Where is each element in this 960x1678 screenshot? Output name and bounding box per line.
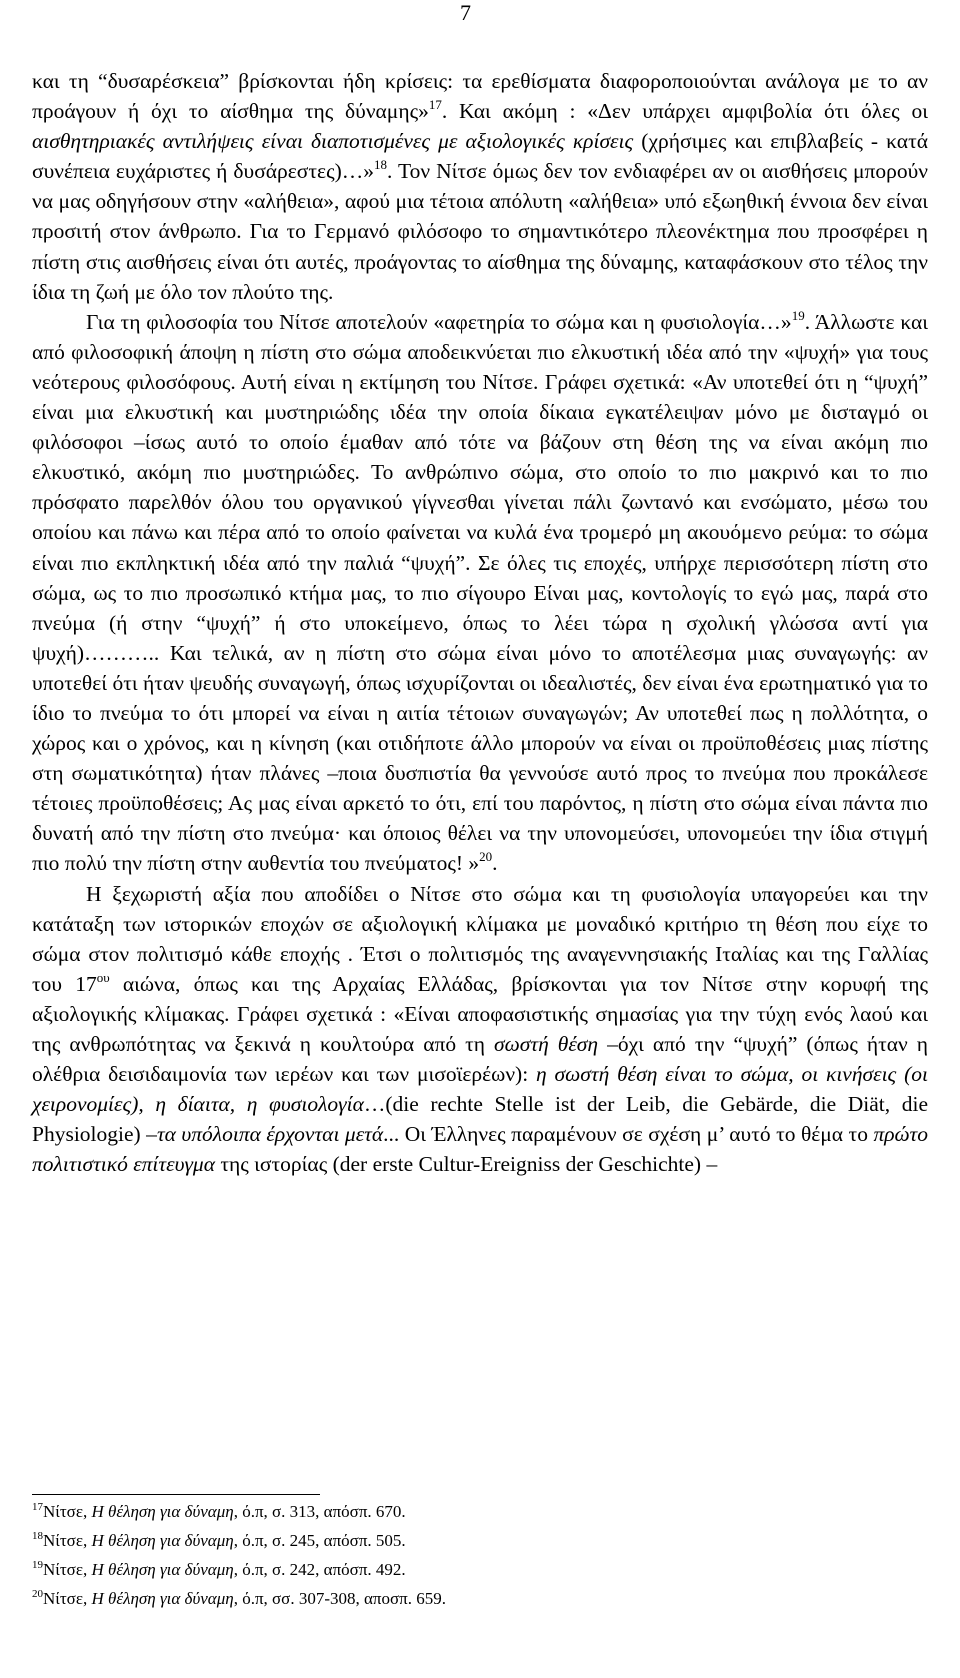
footnote-citation: , ό.π, σσ. 307-308, αποσπ. 659. (233, 1589, 446, 1608)
text-run: και τη “δυσαρέσκεια” βρίσκονται ήδη κρίσεις: τα ερεθίσματα διαφοροποιούνται ανάλογα με το αν προάγουν ή όχι το αίσθημα της δύναμης» (32, 69, 928, 124)
text-run: …(die rechte Stelle ist der Leib, die Gebärde, die Diät, die Physiologie) – (32, 1092, 928, 1147)
footnote-number: 19 (32, 1559, 43, 1571)
italic-text: σωστή θέση (494, 1032, 599, 1056)
footnote-17 (32, 1497, 928, 1526)
footnote-citation: , ό.π, σ. 245, απόσπ. 505. (233, 1531, 406, 1550)
text-run: . Τον Νίτσε όμως δεν τον ενδιαφέρει αν οι αισθήσεις μπορούν να μας οδηγήσουν στην «αλήθεια», αφού μια τέτοια απόλυτη «αλήθεια» υπό εξωηθική έννοια δεν είναι προσιτή στον άνθρωπο. Για το Γερμανό φιλόσοφο το σημαντικότερο πλεονέκτημα που προσφέρει η πίστη στις αισθήσεις είναι ότι αυτές, προάγοντας το αίσθημα της δύναμης, καταφάσκουν στο τέλος την ίδια τη ζωή με όλο τον πλούτο της. (32, 159, 928, 304)
footnote-title: Η θέληση για δύναμη (91, 1560, 234, 1579)
footnote-18 (32, 1526, 928, 1555)
paragraph-1 (32, 66, 928, 307)
footnote-author: Νίτσε, (43, 1560, 92, 1579)
text-run: της ιστορίας (der erste Cultur-Ereigniss der Geschichte) – (215, 1152, 718, 1177)
footnote-ref-18[interactable]: 18 (374, 157, 387, 173)
footnote-number: 18 (32, 1530, 43, 1542)
italic-text: η σωστή θέση είναι το σώμα, οι κινήσεις (οι χειρονομίες), η δίαιτα, η φυσιολογία (32, 1062, 928, 1117)
footnote-author: Νίτσε, (43, 1531, 92, 1550)
paragraph-2 (32, 307, 928, 879)
footnote-number: 17 (32, 1501, 43, 1513)
footnote-title: Η θέληση για δύναμη (91, 1531, 234, 1550)
text-run: Για τη φιλοσοφία του Νίτσε αποτελούν «αφετηρία το σώμα και η φυσιολογία…» (86, 309, 792, 334)
footnote-title: Η θέληση για δύναμη (91, 1502, 234, 1521)
footnote-citation: , ό.π, σ. 313, απόσπ. 670. (233, 1502, 406, 1521)
text-run: . Άλλωστε και από φιλοσοφική άποψη η πίστη στο σώμα αποδεικνύεται πιο ελκυστική ιδέα από την «ψυχή» για τους νεότερους φιλοσόφους. Αυτή είναι η εκτίμηση του Νίτσε. Γράφει σχετικά: «Αν υποτεθεί ότι η “ψυχή” είναι μια ελκυστική και μυστηριώδης ιδέα την οποία δίκαια εγκατέλειψαν μόνο με δισταγμό οι φιλόσοφοι –ίσως αυτό το οποίο έμαθαν από τότε να βάζουν στη θέση της να είναι ακόμη πιο ελκυστικό, ακόμη πιο μυστηριώδες. Το ανθρώπινο σώμα, στο οποίο το πιο μακρινό και το πιο πρόσφατο παρελθόν όλου του οργανικού γίγνεσθαι γίνεται πάλι ζωντανό και ενσώματο, μέσω του οποίου και πάνω και πέρα από το οποίο φαίνεται να κυλά ένα τρομερό μη ακουόμενο ρεύμα: το σώμα είναι πιο εκπληκτική ιδέα από την παλιά “ψυχή”. Σε όλες τις εποχές, υπήρχε περισσότερη πίστη στο σώμα, ως το πιο προσωπικό κτήμα μας, το πιο σίγουρο Είναι μας, κοντολογίς το εγώ μας, παρά στο πνεύμα (ή στην “ψυχή” ή στο υποκείμενο, όπως το λέει τώρα η σχολική γλώσσα αντί για ψυχή)……….. Και τελικά, αν η πίστη στο σώμα είναι μόνο το αποτέλεσμα μιας συναγωγής: αν υποτεθεί ότι ήταν ψευδής συναγωγή, όπως ισχυρίζονται οι ιδεαλιστές, δεν είναι ένα ερωτηματικό για το ίδιο το πνεύμα το ότι μπορεί να είναι η αιτία τέτοιων συναγωγών; Αν υποτεθεί πως η πολλότητα, ο χώρος και ο χρόνος, και η κίνηση (και οτιδήποτε άλλο μπορούν να είναι οι προϋποθέσεις μιας πίστης στη σωματικότητα) ήταν πλάνες –ποια δυσπιστία θα γεννούσε αυτό προς το πνεύμα που προκάλεσε τέτοιες προϋποθέσεις; Ας μας είναι αρκετό το ότι, επί του παρόντος, η πίστη στο σώμα είναι πάντα πιο δυνατή από την πίστη στο πνεύμα· και όποιος θέλει να την υπονομεύσει, υπονομεύει την ίδια στιγμή πιο πολύ την πίστη στην αυθεντία του πνεύματος! » (32, 309, 929, 876)
italic-text: αισθητηριακές αντιλήψεις είναι διαποτισμένες με αξιολογικές κρίσεις (32, 129, 634, 154)
body-text (32, 66, 928, 1179)
footnote-title: Η θέληση για δύναμη (91, 1589, 234, 1608)
italic-text: πρώτο πολιτιστικό επίτευγμα (32, 1122, 928, 1177)
footnote-separator (32, 1494, 320, 1495)
footnote-number: 20 (32, 1588, 43, 1600)
footnote-author: Νίτσε, (43, 1502, 92, 1521)
text-run: . (492, 851, 498, 876)
footnote-19 (32, 1555, 928, 1584)
italic-text: τα υπόλοιπα έρχονται μετά (156, 1122, 384, 1147)
footnote-citation: , ό.π, σ. 242, απόσπ. 492. (233, 1560, 406, 1579)
footnote-author: Νίτσε, (43, 1589, 92, 1608)
text-run: . Και ακόμη : «Δεν υπάρχει αμφιβολία ότι όλες οι (441, 99, 928, 124)
paragraph-3 (32, 879, 928, 1180)
text-run: (χρήσιμες και επιβλαβείς - κατά συνέπεια ευχάριστες ή δυσάρεστες)…» (32, 129, 928, 184)
text-run: αιώνα, όπως και της Αρχαίας Ελλάδας, βρίσκονται για τον Νίτσε στην κορυφή της αξιολογικής κλίμακας. Γράφει σχετικά : «Είναι αποφασιστικής σημασίας για την τύχη ενός λαού και της ανθρωπότητας να ξεκινά η κουλτούρα από τη (32, 971, 928, 1056)
footnote-ref-17[interactable]: 17 (428, 97, 442, 113)
ordinal-suffix: ου (96, 969, 110, 985)
footnote-ref-19[interactable]: 19 (791, 307, 805, 323)
footnote-20 (32, 1584, 928, 1613)
text-run: ... Οι Έλληνες παραμένουν σε σχέση μ’ αυτό το θέμα το (383, 1122, 874, 1147)
text-run: –όχι από την “ψυχή” (όπως ήταν η ολέθρια δεισιδαιμονία των ιερέων και των μισοϊερέων): (32, 1032, 928, 1087)
page-number: 7 (460, 0, 471, 25)
footnotes (32, 1497, 928, 1613)
text-run: Η ξεχωριστή αξία που αποδίδει ο Νίτσε στο σώμα και τη φυσιολογία υπαγορεύει και την κατάταξη των ιστορικών εποχών σε αξιολογική κλίμακα με μοναδικό κριτήριο τη θέση που είχε το σώμα στον πολιτισμό κάθε εποχής . Έτσι ο πολιτισμός της αναγεννησιακής Ιταλίας και της Γαλλίας του 17 (32, 881, 928, 996)
footnote-ref-20[interactable]: 20 (479, 849, 493, 865)
